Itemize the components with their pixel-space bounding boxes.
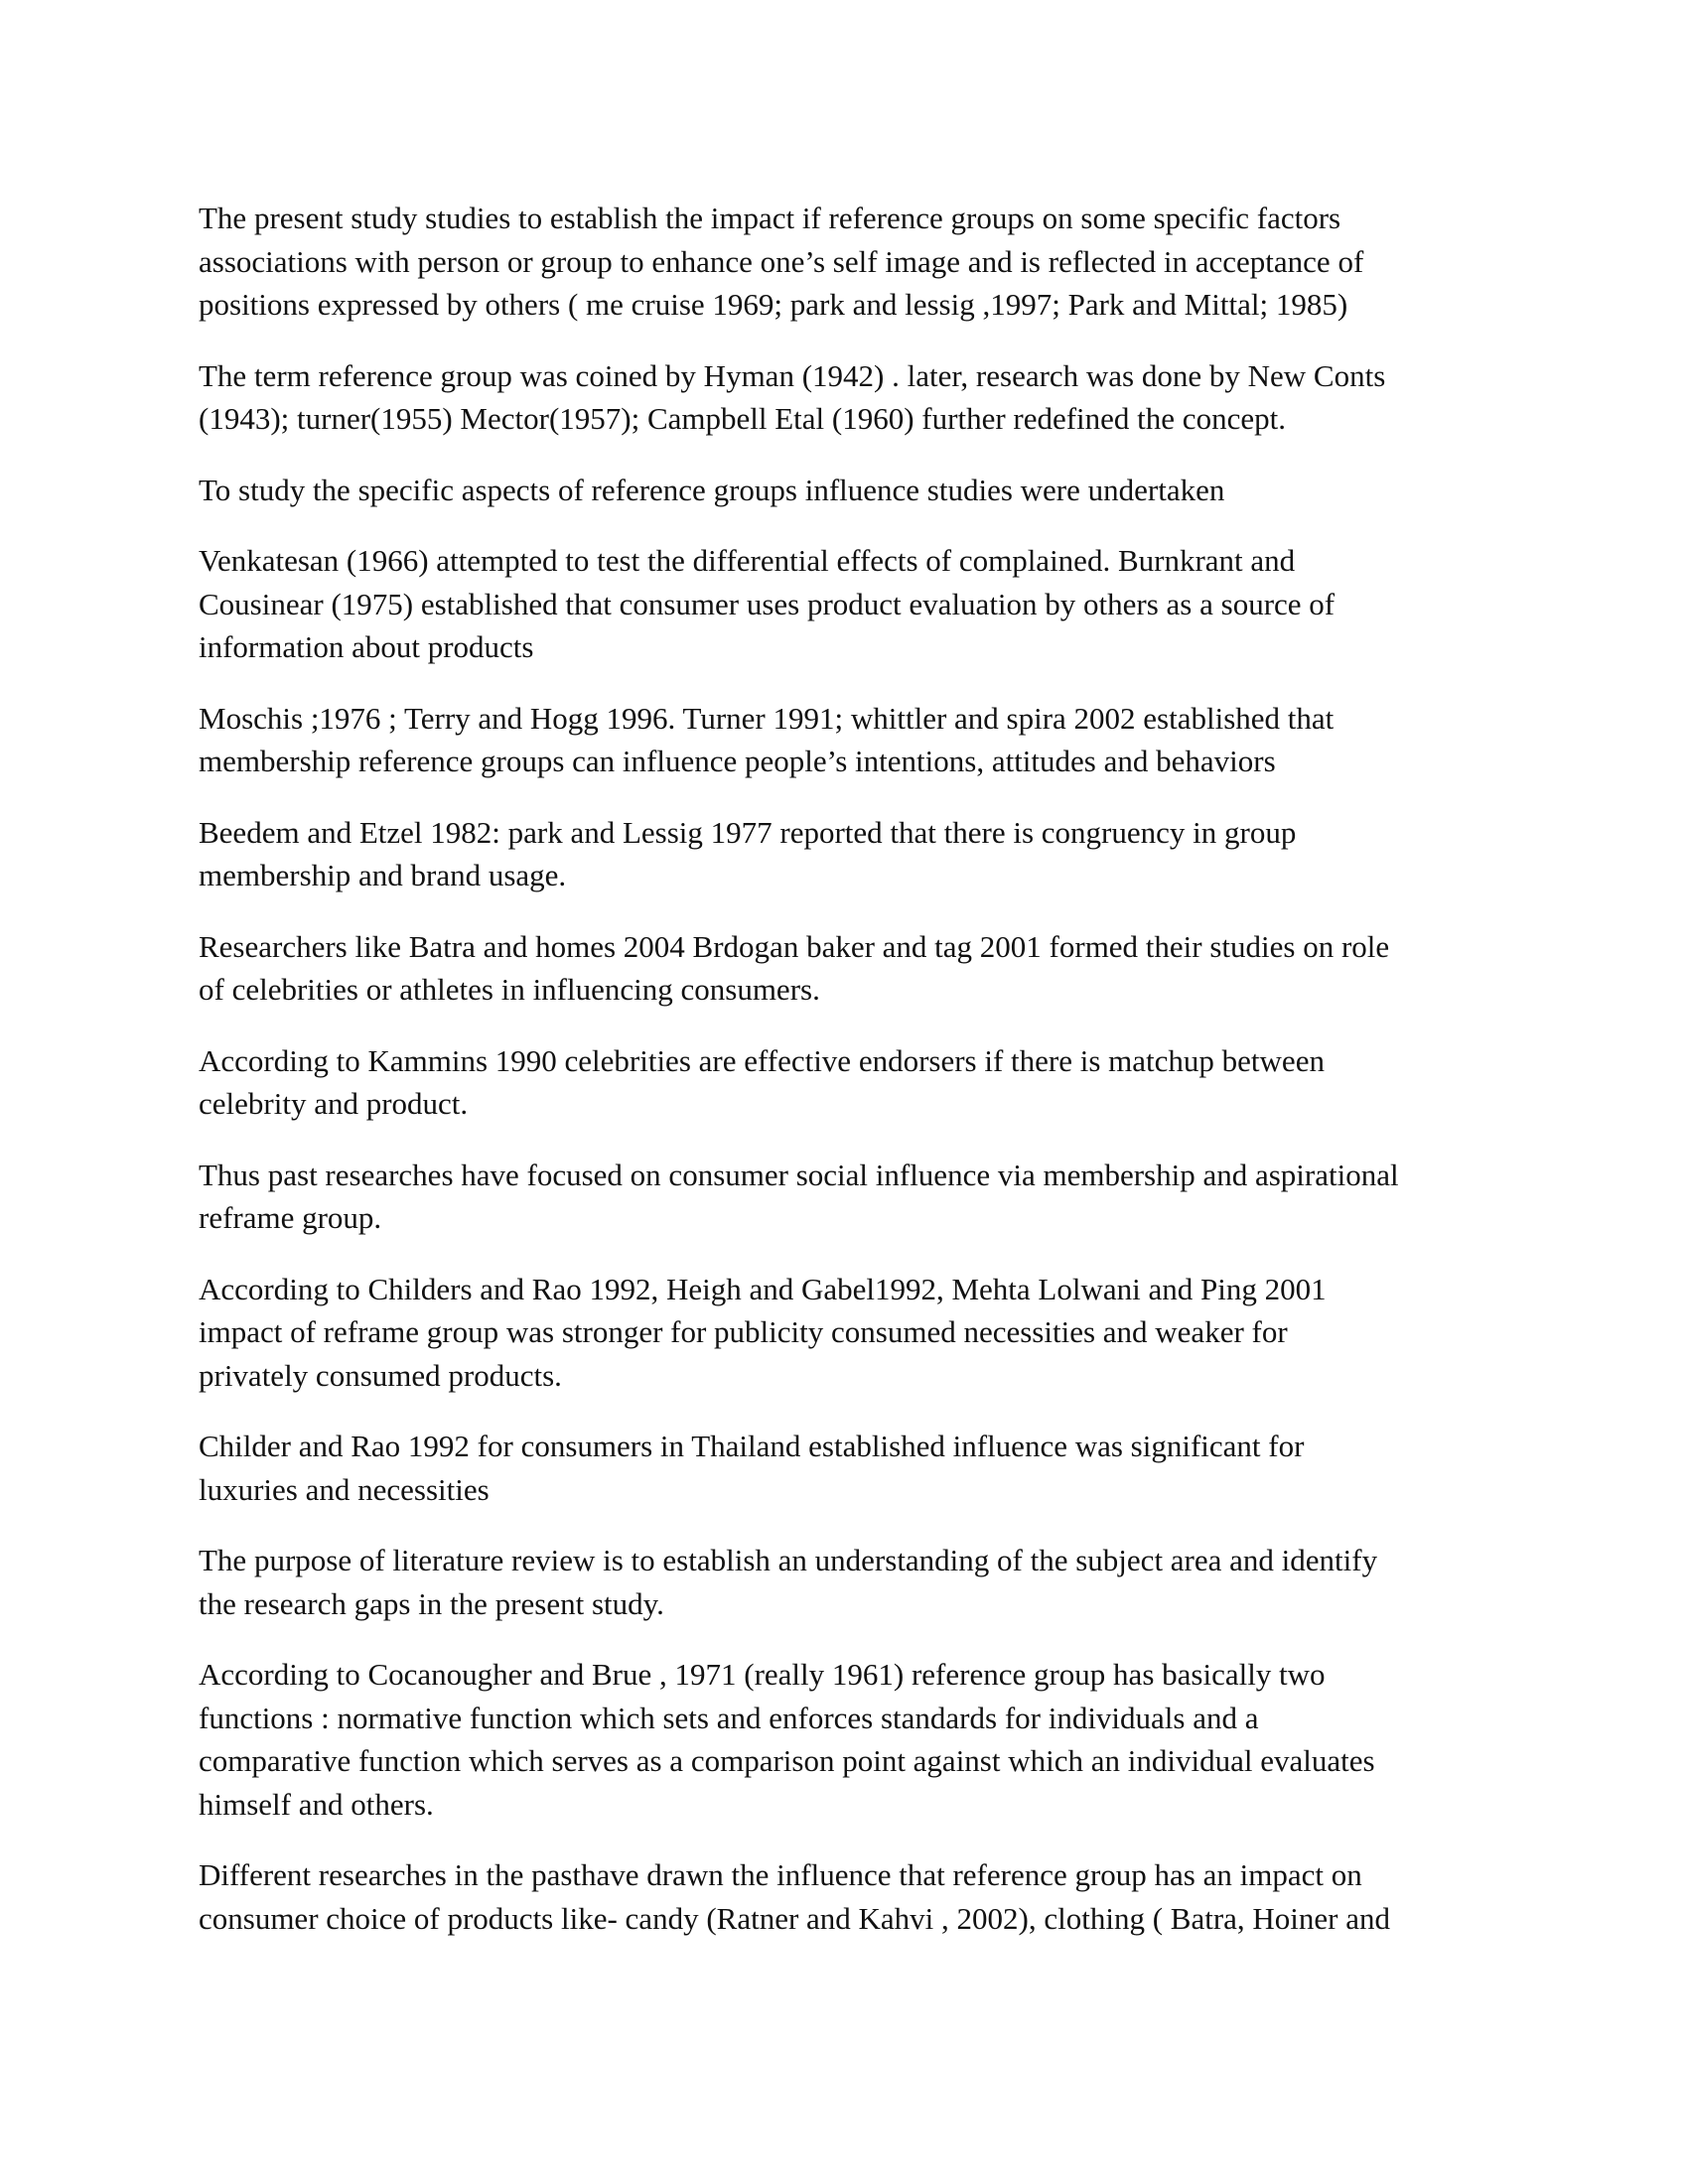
paragraph-3: To study the specific aspects of reference groups influence studies were undertaken [199, 472, 1225, 507]
document-body [199, 197, 1499, 1968]
paragraph-4: Venkatesan (1966) attempted to test the differential effects of complained. Burnkrant and Cousinear (1975) established that consumer uses product evaluation by others as a source of information about products [199, 543, 1336, 664]
paragraph-14: Different researches in the pasthave drawn the influence that reference group has an impact on consumer choice of products like- candy (Ratner and Kahvi , 2002), clothing ( Batra, Hoiner and [199, 1857, 1391, 1936]
paragraph-13: According to Cocanougher and Brue , 1971 (really 1961) reference group has basically two functions : normative function which sets and enforces standards for individuals and a comparative function which serves as a comparison point against which an individual evaluates himself and others. [199, 1657, 1375, 1822]
paragraph-9: Thus past researches have focused on consumer social influence via membership and aspirational reframe group. [199, 1157, 1399, 1235]
paragraph-2: The term reference group was coined by Hyman (1942) . later, research was done by New Conts (1943); turner(1955) Mector(1957); Campbell Etal (1960) further redefined the concept. [199, 357, 1386, 436]
paragraph-10: According to Childers and Rao 1992, Heigh and Gabel1992, Mehta Lolwani and Ping 2001 impact of reframe group was stronger for publicity consumed necessities and weaker for privately consumed products. [199, 1271, 1327, 1393]
paragraph-11: Childer and Rao 1992 for consumers in Thailand established influence was significant for luxuries and necessities [199, 1429, 1305, 1507]
paragraph-7: Researchers like Batra and homes 2004 Brdogan baker and tag 2001 formed their studies on role of celebrities or athletes in influencing consumers. [199, 928, 1390, 1007]
paragraph-5: Moschis ;1976 ; Terry and Hogg 1996. Turner 1991; whittler and spira 2002 established that membership reference groups can influence people’s intentions, attitudes and behaviors [199, 700, 1335, 778]
paragraph-8: According to Kammins 1990 celebrities are effective endorsers if there is matchup between celebrity and product. [199, 1042, 1325, 1121]
paragraph-6: Beedem and Etzel 1982: park and Lessig 1977 reported that there is congruency in group membership and brand usage. [199, 814, 1297, 892]
paragraph-1: The present study studies to establish the impact if reference groups on some specific factors associations with person or group to enhance one’s self image and is reflected in acceptance of positions expressed by others ( me cruise 1969; park and lessig ,1997; Park and Mittal; 1985) [199, 201, 1364, 322]
paragraph-12: The purpose of literature review is to establish an understanding of the subject area and identify the research gaps in the present study. [199, 1543, 1378, 1621]
